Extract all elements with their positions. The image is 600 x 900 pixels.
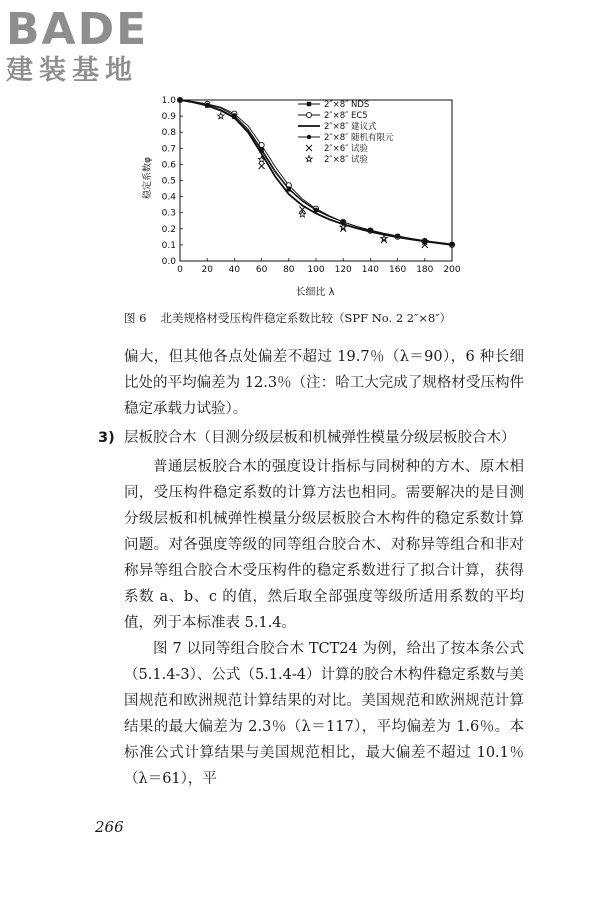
- y-tick-label: 0.5: [161, 176, 176, 187]
- x-tick-label: 0: [177, 265, 183, 275]
- series-4: [259, 163, 428, 248]
- data-point: [232, 113, 236, 117]
- body-text: [98, 344, 524, 792]
- paragraph: 普通层板胶合木的强度设计指标与同树种的方木、原木相同，受压构件稳定系数的计算方法也相同。需要解决的是目测分级层板和机械弹性模量分级层板胶合木构件的稳定系数计算问题。对各强度等级的同等组合胶合木、对称异等组合和非对称异等组合胶合木受压构件的稳定系数进行了拟合计算，获得系数 a、b、c 的值，然后取全部强度等级所适用系数的平均值，列于本标准表 5.1.4。: [124, 459, 524, 631]
- series-0: [178, 98, 454, 246]
- y-tick-label: 0.6: [161, 160, 176, 171]
- legend-label: 2″×6″ 试验: [324, 144, 368, 154]
- legend-marker: [306, 156, 312, 162]
- section-title: 层板胶合木（目测分级层板和机械弹性模量分级层板胶合木）: [124, 430, 516, 446]
- x-tick-label: 20: [201, 265, 213, 275]
- watermark-subtitle: 建装基地: [6, 55, 138, 86]
- chart-series: [177, 97, 454, 248]
- y-tick-label: 0.0: [161, 257, 176, 267]
- x-tick-label: 200: [443, 265, 461, 275]
- figure-caption: [124, 310, 564, 326]
- chart-axes: [180, 100, 452, 261]
- section-number: 3): [98, 430, 115, 446]
- y-tick-label: 0.2: [161, 224, 176, 235]
- legend-marker: [307, 135, 311, 139]
- series-line: [180, 100, 452, 245]
- data-point: [314, 208, 318, 212]
- section-heading: [98, 425, 524, 451]
- legend-label: 2″×8″ 试验: [324, 155, 368, 165]
- data-point: [395, 234, 399, 238]
- watermark-logo: [6, 6, 181, 88]
- chart-legend: [298, 100, 394, 165]
- x-tick-label: 40: [228, 265, 241, 275]
- data-point: [218, 113, 224, 119]
- series-1: [177, 97, 454, 247]
- legend-label: 2″×8″ NDS: [324, 100, 370, 110]
- series-line: [180, 100, 452, 245]
- x-tick-label: 100: [307, 265, 325, 275]
- x-tick-label: 60: [255, 265, 268, 275]
- paragraph: 图 7 以同等组合胶合木 TCT24 为例，给出了按本条公式（5.1.4-3）、公式（5.1.4-4）计算的胶合木构件稳定系数与美国规范和欧洲规范计算结果的对比。美国规范和欧洲规范计算结果的最大偏差为 2.3％（λ＝117），平均偏差为 1.6％。本标准公式计算结果与美国规范相比，最大偏差不超过 10.1％（λ＝61），平: [124, 641, 524, 787]
- chart-ticks: [162, 96, 461, 275]
- watermark-brand: BADE: [6, 4, 149, 55]
- series-3: [178, 98, 454, 247]
- x-tick-label: 80: [283, 265, 295, 275]
- data-point: [178, 98, 182, 102]
- legend-label: 2″×8″ EC5: [324, 111, 368, 121]
- x-tick-label: 180: [416, 265, 434, 275]
- legend-marker: [306, 112, 311, 117]
- legend-marker: [306, 145, 312, 151]
- y-tick-label: 0.9: [161, 112, 176, 123]
- chart-ylabel: 稳定系数φ: [143, 157, 153, 199]
- legend-label: 2″×8″ 随机有限元: [324, 133, 394, 143]
- y-tick-label: 0.4: [161, 192, 176, 203]
- paragraph-continued: 偏大，但其他各点处偏差不超过 19.7％（λ＝90），6 种长细比处的平均偏差为 12.3％（注：哈工大完成了规格材受压构件稳定承载力试验）。: [124, 349, 524, 417]
- series-line: [180, 100, 452, 244]
- figure-caption-text: 北美规格材受压构件稳定系数比较（SPF No. 2 2″×8″）: [160, 311, 452, 325]
- figure-number: 图 6: [124, 311, 147, 325]
- y-tick-label: 0.7: [161, 144, 176, 155]
- data-point: [381, 235, 387, 241]
- series-2: [180, 100, 452, 245]
- series-line: [180, 100, 452, 245]
- y-tick-label: 0.1: [161, 240, 176, 251]
- plot-frame: [180, 100, 452, 261]
- y-tick-label: 1.0: [161, 96, 176, 106]
- x-tick-label: 120: [334, 265, 352, 275]
- y-tick-label: 0.8: [161, 128, 176, 139]
- legend-marker: [307, 102, 311, 106]
- data-point: [205, 103, 209, 107]
- data-point: [259, 147, 263, 151]
- data-point: [259, 163, 265, 169]
- y-tick-label: 0.3: [161, 208, 176, 219]
- page-number: 266: [95, 818, 124, 836]
- x-tick-label: 140: [361, 265, 379, 275]
- stability-coefficient-chart: [128, 90, 468, 300]
- data-point: [287, 186, 291, 190]
- x-tick-label: 160: [389, 265, 407, 275]
- chart-xlabel: 长细比 λ: [295, 287, 335, 298]
- data-point: [368, 228, 372, 232]
- data-point: [450, 242, 454, 246]
- legend-label: 2″×8″ 建议式: [324, 122, 377, 132]
